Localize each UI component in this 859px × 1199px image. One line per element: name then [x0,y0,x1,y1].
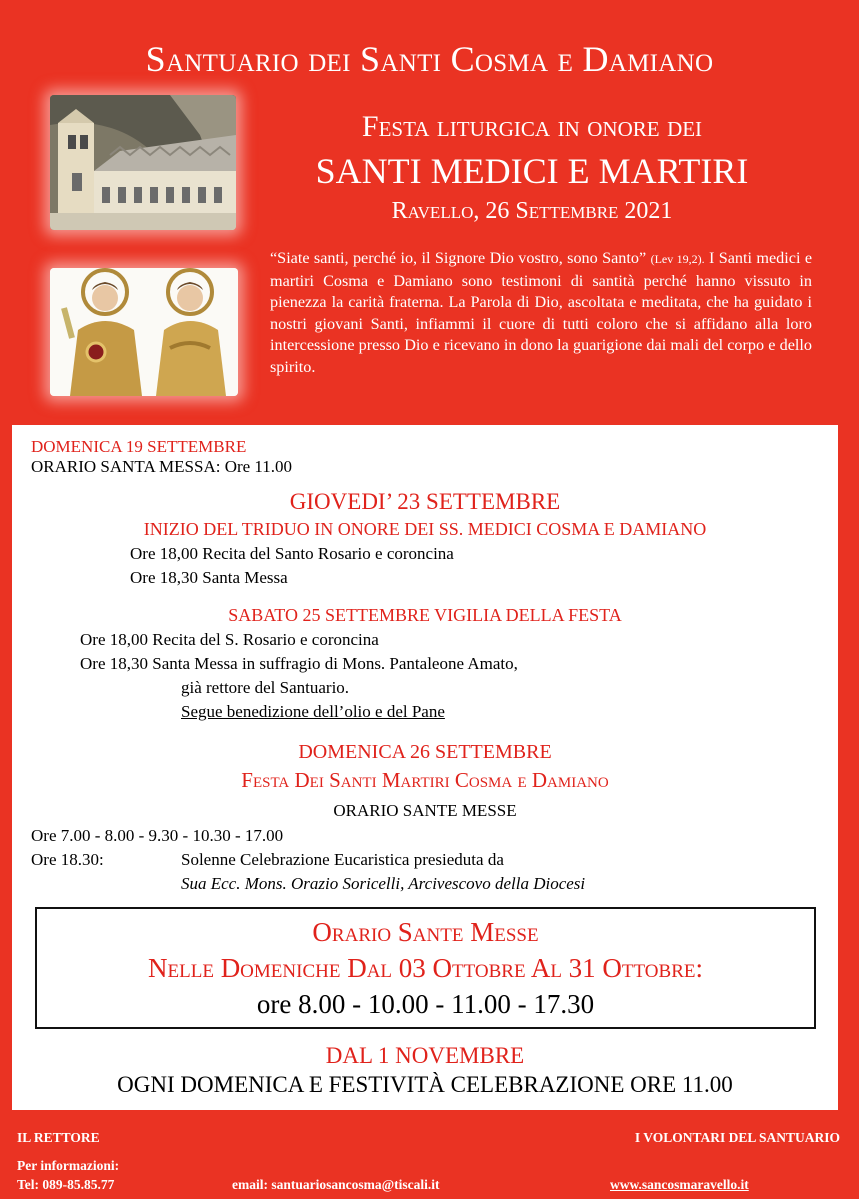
sab25-title: SABATO 25 SETTEMBRE VIGILIA DELLA FESTA [228,605,622,625]
dom19-title: DOMENICA 19 SETTEMBRE [31,437,247,456]
dom26-title: DOMENICA 26 SETTEMBRE [298,741,552,763]
box-mass-times: ore 8.00 - 10.00 - 11.00 - 17.30 [256,989,595,1019]
sab25-item-2 [80,654,518,674]
gio23-item-1 [130,544,454,564]
header-banner [0,0,859,425]
website-link[interactable]: www.sancosmaravello.it [610,1177,749,1192]
gio23-subtitle: INIZIO DEL TRIDUO IN ONORE DEI SS. MEDICI COSMA E DAMIANO [143,519,707,539]
dom26-celebrant: Sua Ecc. Mons. Orazio Soricelli, Arcivescovo della Diocesi [181,874,586,893]
nov-title: DAL 1 NOVEMBRE [325,1043,525,1068]
church-illustration [50,95,236,230]
festa-heading-line1: Festa liturgica in onore dei [361,110,703,143]
gio23-title: GIOVEDI’ 23 SETTEMBRE [289,489,561,514]
saints-statue-illustration [50,268,238,396]
quote-text: “Siate santi, perché io, il Signore Dio vostro, sono Santo” [270,249,647,267]
quote-body: I Santi medici e martiri Cosma e Damiano sono testimoni di santità perché hanno vissuto in pienezza la carità fraterna. La Parola di Dio, ascoltata e meditata, che ha guidato i nostri giovani Santi, infiammi il cuore di tutti coloro che si affidano alla loro intercessione presso Dio e ricevano in dono la guarigione dai mali del corpo e dello spirito. [270,249,813,376]
sab25-blessing-note: Segue benedizione dell’olio e del Pane [181,702,445,721]
sab25-item-text: Recita del S. Rosario e coroncina [152,630,379,649]
dom26-subtitle: Festa Dei Santi Martiri Cosma e Damiano [241,768,609,792]
festa-heading-line2: SANTI MEDICI E MARTIRI [315,151,749,191]
gio23-item-time: Ore 18,00 [130,544,198,563]
dom26-mass-times: Ore 7.00 - 8.00 - 9.30 - 10.30 - 17.00 [31,826,284,845]
sab25-continuation: già rettore del Santuario. [181,678,350,697]
quote-reference: (Lev 19,2). [650,252,705,266]
gio23-item-2 [130,568,288,588]
october-schedule-box [35,907,816,1029]
scripture-quote [270,248,812,378]
dom26-solenne-time: Ore 18.30: [31,850,104,869]
info-label: Per informazioni: [17,1158,120,1173]
page-title: Santuario dei Santi Cosma e Damiano [145,39,714,79]
sab25-item-text: Santa Messa in suffragio di Mons. Pantaleone Amato, [152,654,518,673]
dom19-mass-time: ORARIO SANTA MESSA: Ore 11.00 [31,457,293,476]
festa-date-line: Ravello, 26 Settembre 2021 [391,198,673,224]
gio23-item-text: Santa Messa [202,568,288,587]
church-photo [50,95,236,230]
gio23-item-text: Recita del Santo Rosario e coroncina [202,544,454,563]
rettore-label: IL RETTORE [17,1130,100,1145]
email-address[interactable]: email: santuariosancosma@tiscali.it [232,1177,440,1192]
footer [0,1110,859,1199]
gio23-item-time: Ore 18,30 [130,568,198,587]
dom26-orario-label: ORARIO SANTE MESSE [333,801,517,820]
schedule-panel [12,425,838,1110]
phone-number: Tel: 089-85.85.77 [17,1177,115,1192]
box-subheading: Nelle Domeniche Dal 03 Ottobre Al 31 Ottobre: [148,953,703,983]
nov-schedule-line: OGNI DOMENICA E FESTIVITÀ CELEBRAZIONE ORE 11.00 [117,1072,733,1097]
sab25-item-time: Ore 18,00 [80,630,148,649]
sab25-item-time: Ore 18,30 [80,654,148,673]
volontari-label: I VOLONTARI DEL SANTUARIO [634,1130,840,1145]
saints-photo [50,268,238,396]
sab25-item-1 [80,630,379,650]
box-heading: Orario Sante Messe [312,917,539,947]
dom26-solenne-text: Solenne Celebrazione Eucaristica presieduta da [181,850,504,869]
